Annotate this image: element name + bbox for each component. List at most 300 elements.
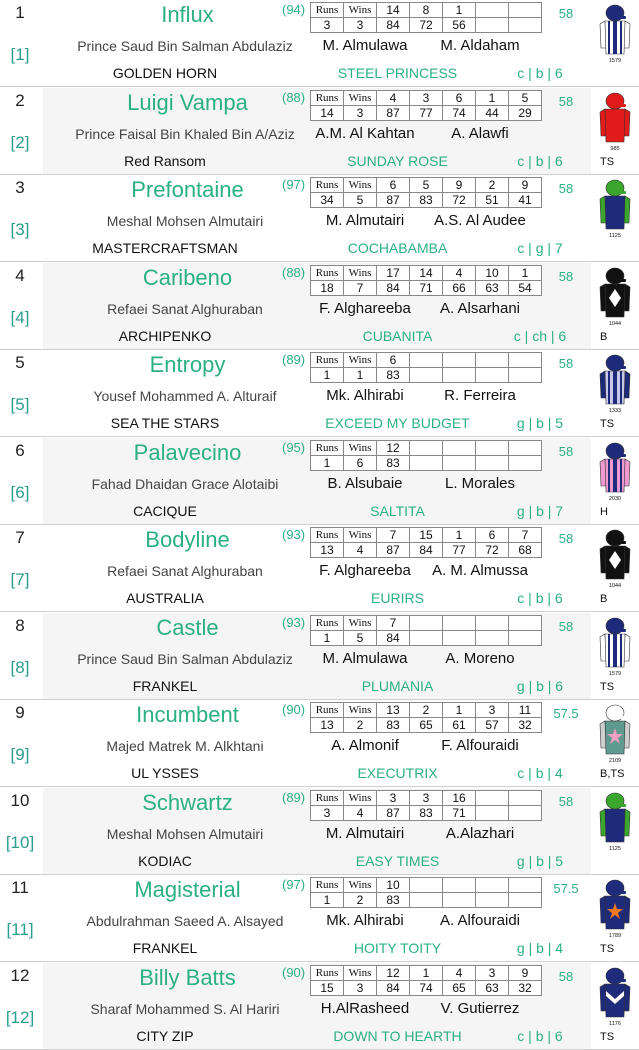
runs-header: Runs (311, 440, 344, 455)
wins-header: Wins (344, 703, 377, 718)
stats-bottom-row (311, 893, 542, 908)
horse-name[interactable]: Influx (161, 2, 214, 27)
runner-row[interactable] (0, 0, 639, 87)
silk-number: 1125 (609, 233, 621, 239)
draw-position: [9] (10, 745, 30, 764)
stat-cell: 44 (476, 105, 509, 120)
runner-row[interactable] (0, 88, 639, 175)
stat-cell: 1 (443, 528, 476, 543)
jockey-name: A.M. Al Kahtan (315, 124, 415, 142)
runs-value: 1 (311, 368, 344, 383)
horse-rating: (93) (282, 614, 306, 630)
stat-cell: 87 (377, 105, 410, 120)
runner-row[interactable] (0, 700, 639, 787)
stat-cell (476, 18, 509, 33)
stat-cell: 77 (443, 543, 476, 558)
dam-name: PLUMANIA (361, 677, 434, 694)
carried-weight: 57.5 (553, 706, 579, 721)
stat-cell: 4 (443, 965, 476, 980)
silk-number: 1333 (608, 408, 622, 414)
stat-cell: 61 (443, 718, 476, 733)
trainer-name: A. Alfouraidi (439, 912, 521, 929)
draw-position: [8] (10, 657, 30, 677)
horse-details: c | b | 6 (517, 65, 563, 81)
carried-weight: 58 (558, 181, 574, 196)
stat-cell (476, 893, 509, 908)
wins-header: Wins (344, 878, 377, 893)
stat-cell: 10 (476, 265, 509, 280)
stats-top-row (311, 528, 542, 543)
stats-top-row (311, 615, 542, 630)
trainer-name: A.Alazhari (445, 824, 515, 842)
stat-cell: 56 (443, 18, 476, 33)
runner-number: 12 (10, 965, 30, 985)
runner-number: 4 (15, 265, 25, 285)
draw-position: [6] (10, 482, 30, 502)
stat-cell: 32 (509, 980, 542, 995)
stat-cell: 4 (377, 90, 410, 105)
carried-weight: 58 (558, 531, 574, 546)
stat-cell: 51 (476, 193, 509, 208)
trainer-name: L. Morales (444, 474, 516, 492)
wins-header: Wins (344, 90, 377, 105)
silk-black-white-diamond-icon (596, 529, 634, 589)
equipment-tag: B (600, 330, 608, 343)
sire-name: AUSTRALIA (126, 590, 204, 606)
wins-header: Wins (344, 265, 377, 280)
stat-cell: 63 (476, 980, 509, 995)
runner-row[interactable] (0, 788, 639, 875)
runner-row[interactable] (0, 963, 639, 1050)
wins-header: Wins (344, 178, 377, 193)
horse-name[interactable]: Castle (156, 614, 219, 640)
sire-name: ARCHIPENKO (118, 327, 212, 344)
stat-cell: 11 (509, 703, 542, 718)
stat-cell: 17 (377, 265, 410, 280)
form-stats-table (310, 177, 542, 208)
stat-cell: 1 (476, 90, 509, 105)
stat-cell: 3 (377, 790, 410, 805)
stats-bottom-row (311, 543, 542, 558)
dam-name: EURIRS (371, 590, 424, 606)
equipment-tag: TS (600, 1030, 615, 1043)
wins-value: 4 (344, 543, 377, 558)
runs-header: Runs (311, 265, 344, 280)
stat-cell: 9 (509, 178, 542, 193)
sire-name: SEA THE STARS (110, 415, 220, 431)
runs-header: Runs (311, 703, 344, 718)
silk-number: 2030 (608, 495, 622, 502)
form-stats-table (310, 352, 542, 383)
runner-row[interactable] (0, 438, 639, 525)
runs-value: 3 (311, 805, 344, 820)
silk-navy-green-icon (596, 792, 634, 852)
silk-number: 1789 (608, 933, 622, 939)
stat-cell: 83 (410, 193, 443, 208)
carried-weight: 58 (558, 618, 574, 634)
runner-number: 5 (15, 353, 25, 372)
trainer-name: A. Alsarhani (439, 299, 521, 317)
stat-cell (476, 368, 509, 383)
runner-number: 6 (15, 440, 25, 460)
form-stats-table (310, 702, 542, 733)
stats-bottom-row (311, 280, 542, 295)
runner-number: 10 (10, 790, 30, 810)
stat-cell: 84 (377, 280, 410, 295)
wins-header: Wins (344, 440, 377, 455)
stat-cell: 5 (410, 178, 443, 193)
owner-name: Yousef Mohammed A. Alturaif (93, 388, 277, 404)
stat-cell (509, 893, 542, 908)
stat-cell: 84 (377, 980, 410, 995)
stats-top-row (311, 265, 542, 280)
stat-cell: 66 (443, 280, 476, 295)
stat-cell: 87 (377, 193, 410, 208)
horse-rating: (97) (282, 177, 306, 192)
sire-name: FRANKEL (132, 940, 198, 956)
horse-details: g | b | 4 (516, 940, 564, 956)
wins-value: 3 (344, 18, 377, 33)
carried-weight: 58 (558, 356, 574, 371)
horse-name[interactable]: Palavecino (133, 439, 242, 465)
silk-number: 985 (610, 145, 620, 152)
form-stats-table (310, 90, 542, 121)
equipment-tag: TS (600, 418, 615, 430)
jockey-name: H.AlRasheed (320, 999, 410, 1017)
jockey-name: A. Almonif (331, 737, 399, 754)
owner-name: Majed Matrek M. Alkhtani (106, 738, 264, 754)
sire-name: MASTERCRAFTSMAN (92, 240, 238, 256)
stat-cell: 71 (410, 280, 443, 295)
stat-cell: 54 (509, 280, 542, 295)
runs-value: 18 (311, 280, 344, 295)
owner-name: Meshal Mohsen Almutairi (106, 825, 264, 842)
stat-cell: 5 (509, 90, 542, 105)
stat-cell: 32 (509, 718, 542, 733)
silk-number: 1579 (608, 670, 622, 677)
stat-cell: 15 (410, 528, 443, 543)
dam-name: EXECUTRIX (357, 765, 438, 781)
stats-bottom-row (311, 105, 542, 120)
stat-cell (476, 455, 509, 470)
horse-name[interactable]: Incumbent (136, 702, 239, 727)
stat-cell (476, 878, 509, 893)
wins-value: 3 (344, 980, 377, 995)
runs-header: Runs (311, 965, 344, 980)
silk-red-icon (596, 92, 634, 152)
stats-bottom-row (311, 805, 542, 820)
horse-name[interactable]: Caribeno (142, 264, 233, 290)
sire-name: CITY ZIP (136, 1027, 194, 1044)
horse-name[interactable]: Bodyline (145, 527, 230, 552)
wins-value: 2 (344, 718, 377, 733)
stat-cell (410, 368, 443, 383)
stat-cell: 7 (509, 528, 542, 543)
stat-cell: 41 (509, 193, 542, 208)
stat-cell (443, 615, 476, 630)
form-stats-table (310, 877, 542, 908)
jockey-name: Mk. Alhirabi (326, 912, 404, 929)
stat-cell: 12 (377, 965, 410, 980)
runs-value: 15 (311, 980, 344, 995)
horse-rating: (95) (282, 439, 306, 455)
draw-position: [10] (5, 832, 35, 852)
draw-position: [12] (5, 1007, 35, 1027)
stat-cell (509, 790, 542, 805)
stat-cell: 9 (509, 965, 542, 980)
sire-name: CACIQUE (133, 502, 197, 519)
runs-value: 13 (311, 718, 344, 733)
runs-header: Runs (311, 178, 344, 193)
runs-value: 14 (311, 105, 344, 120)
stat-cell (476, 630, 509, 645)
horse-rating: (93) (282, 527, 306, 542)
stats-top-row (311, 965, 542, 980)
silk-navy-green-icon (596, 179, 634, 239)
stat-cell: 6 (443, 90, 476, 105)
stat-cell: 3 (410, 90, 443, 105)
runs-header: Runs (311, 790, 344, 805)
jockey-name: Mk. Alhirabi (326, 387, 404, 404)
stat-cell (410, 893, 443, 908)
stat-cell (410, 455, 443, 470)
stat-cell: 65 (410, 718, 443, 733)
owner-name: Meshal Mohsen Almutairi (106, 213, 264, 229)
wins-value: 7 (344, 280, 377, 295)
stats-bottom-row (311, 18, 542, 33)
jockey-name: F. Alghareeba (319, 299, 411, 317)
horse-rating: (89) (282, 789, 306, 805)
stat-cell: 1 (410, 965, 443, 980)
runner-row[interactable] (0, 175, 639, 262)
horse-name[interactable]: Prefontaine (131, 177, 244, 202)
horse-details: c | b | 4 (517, 765, 563, 781)
sire-name: KODIAC (138, 852, 192, 869)
stat-cell (509, 440, 542, 455)
stats-top-row (311, 90, 542, 105)
draw-position: [1] (10, 45, 30, 64)
stat-cell: 6 (377, 178, 410, 193)
stat-cell: 74 (443, 105, 476, 120)
stat-cell: 84 (377, 630, 410, 645)
stat-cell: 63 (476, 280, 509, 295)
stat-cell: 12 (377, 440, 410, 455)
trainer-name: A.S. Al Audee (434, 212, 526, 229)
stat-cell (443, 353, 476, 368)
stat-cell: 3 (410, 790, 443, 805)
horse-details: c | b | 6 (517, 152, 563, 169)
stats-top-row (311, 178, 542, 193)
stat-cell (509, 805, 542, 820)
dam-name: EASY TIMES (355, 852, 440, 869)
stat-cell: 83 (377, 368, 410, 383)
silk-pink-navy-sash-icon (596, 442, 634, 502)
equipment-tag: H (600, 505, 608, 518)
owner-name: Abdulrahman Saeed A. Alsayed (86, 913, 284, 929)
horse-name[interactable]: Billy Batts (139, 964, 236, 990)
runner-row[interactable] (0, 613, 639, 700)
form-stats-table (310, 440, 542, 471)
stat-cell: 83 (377, 455, 410, 470)
stat-cell: 72 (443, 193, 476, 208)
horse-rating: (94) (282, 2, 306, 17)
horse-details: g | b | 7 (516, 502, 564, 519)
silk-white-navy-stripes-icon (596, 617, 634, 677)
draw-position: [11] (6, 920, 34, 939)
stat-cell: 83 (377, 718, 410, 733)
stats-bottom-row (311, 368, 542, 383)
stat-cell: 8 (410, 3, 443, 18)
runs-value: 3 (311, 18, 344, 33)
silk-number: 1176 (609, 1020, 621, 1027)
stat-cell: 77 (410, 105, 443, 120)
stat-cell: 72 (476, 543, 509, 558)
owner-name: Sharaf Mohammed S. Al Hariri (90, 1000, 280, 1017)
draw-position: [7] (10, 570, 30, 589)
stat-cell: 65 (443, 980, 476, 995)
stat-cell (410, 630, 443, 645)
stat-cell (476, 440, 509, 455)
silk-navy-orange-star-icon (596, 879, 634, 939)
stats-bottom-row (311, 193, 542, 208)
runner-row[interactable] (0, 263, 639, 350)
owner-name: Prince Faisal Bin Khaled Bin A/Aziz (75, 125, 295, 142)
wins-header: Wins (344, 528, 377, 543)
stats-top-row (311, 440, 542, 455)
stat-cell: 6 (476, 528, 509, 543)
stat-cell (509, 455, 542, 470)
stat-cell (443, 440, 476, 455)
runs-header: Runs (311, 3, 344, 18)
stat-cell: 84 (410, 543, 443, 558)
dam-name: CUBANITA (362, 327, 433, 344)
stats-top-row (311, 353, 542, 368)
horse-rating: (90) (282, 964, 306, 980)
stat-cell (410, 440, 443, 455)
wins-value: 5 (344, 193, 377, 208)
wins-value: 5 (344, 630, 377, 645)
stat-cell: 29 (509, 105, 542, 120)
horse-details: c | b | 6 (517, 1027, 563, 1044)
stat-cell (509, 353, 542, 368)
stat-cell (443, 878, 476, 893)
stat-cell (476, 615, 509, 630)
stat-cell: 10 (377, 878, 410, 893)
runs-header: Runs (311, 90, 344, 105)
stat-cell (509, 878, 542, 893)
owner-name: Prince Saud Bin Salman Abdulaziz (77, 38, 293, 54)
stat-cell (476, 353, 509, 368)
stat-cell: 9 (443, 178, 476, 193)
stat-cell: 3 (476, 703, 509, 718)
form-stats-table (310, 265, 542, 296)
stats-bottom-row (311, 630, 542, 645)
horse-name[interactable]: Luigi Vampa (127, 89, 248, 115)
stat-cell: 2 (410, 703, 443, 718)
wins-header: Wins (344, 790, 377, 805)
stat-cell (410, 878, 443, 893)
runner-number: 1 (15, 3, 25, 22)
runs-header: Runs (311, 353, 344, 368)
form-stats-table (310, 790, 542, 821)
dam-name: DOWN TO HEARTH (333, 1027, 462, 1044)
runs-value: 1 (311, 630, 344, 645)
stat-cell: 57 (476, 718, 509, 733)
stat-cell: 1 (509, 265, 542, 280)
sire-name: Red Ransom (124, 152, 206, 169)
stat-cell: 1 (443, 703, 476, 718)
runner-row[interactable] (0, 350, 639, 437)
jockey-name: M. Almutairi (325, 212, 405, 229)
runner-number: 7 (15, 528, 25, 547)
stat-cell (476, 790, 509, 805)
stats-top-row (311, 3, 542, 18)
equipment-tag: TS (600, 943, 615, 955)
stat-cell: 72 (410, 18, 443, 33)
horse-name[interactable]: Schwartz (142, 789, 233, 815)
stat-cell: 6 (377, 353, 410, 368)
dam-name: STEEL PRINCESS (337, 65, 458, 81)
stat-cell (509, 630, 542, 645)
form-stats-table (310, 615, 542, 646)
jockey-name: M. Almulawa (322, 37, 408, 54)
stat-cell (509, 3, 542, 18)
runs-value: 13 (311, 543, 344, 558)
stat-cell (443, 630, 476, 645)
runner-row[interactable] (0, 525, 639, 612)
carried-weight: 58 (558, 6, 574, 21)
stat-cell (509, 18, 542, 33)
stats-top-row (311, 878, 542, 893)
stat-cell: 87 (377, 543, 410, 558)
draw-position: [3] (10, 220, 30, 239)
horse-rating: (89) (282, 352, 306, 367)
runs-value: 1 (311, 455, 344, 470)
carried-weight: 58 (558, 268, 574, 284)
stat-cell (410, 615, 443, 630)
owner-name: Refaei Sanat Alghuraban (107, 563, 263, 579)
silk-navy-striped-icon (596, 354, 634, 414)
stat-cell (509, 615, 542, 630)
horse-name[interactable]: Magisterial (134, 877, 241, 902)
silk-white-navy-stripes-icon (596, 4, 634, 64)
wins-header: Wins (344, 615, 377, 630)
horse-rating: (88) (282, 89, 306, 105)
horse-details: g | b | 5 (516, 852, 564, 869)
runner-row[interactable] (0, 875, 639, 962)
stat-cell: 14 (377, 3, 410, 18)
horse-rating: (97) (282, 877, 306, 892)
trainer-name: A. Moreno (445, 649, 515, 667)
runs-value: 34 (311, 193, 344, 208)
form-stats-table (310, 527, 542, 558)
jockey-name: M. Almulawa (322, 649, 408, 667)
trainer-name: V. Gutierrez (440, 999, 520, 1017)
horse-name[interactable]: Entropy (149, 352, 226, 377)
stats-top-row (311, 703, 542, 718)
carried-weight: 58 (558, 93, 574, 109)
runner-number: 11 (11, 878, 29, 897)
carried-weight: 58 (558, 968, 574, 984)
stat-cell: 84 (377, 18, 410, 33)
runs-header: Runs (311, 878, 344, 893)
owner-name: Fahad Dhaidan Grace Alotaibi (91, 475, 279, 492)
stat-cell (443, 893, 476, 908)
draw-position: [4] (10, 307, 30, 327)
stat-cell (410, 353, 443, 368)
stat-cell: 14 (410, 265, 443, 280)
horse-details: g | b | 5 (516, 415, 564, 431)
